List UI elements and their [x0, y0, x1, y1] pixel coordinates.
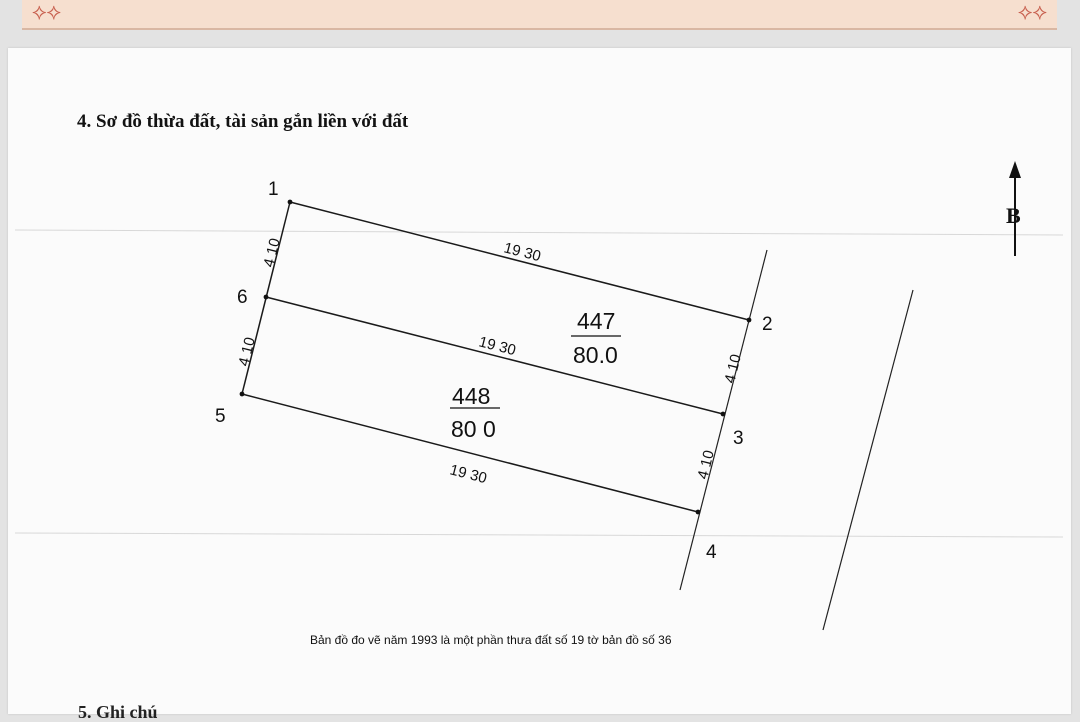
north-arrow-head-icon	[1009, 161, 1021, 178]
point-label-4: 4	[706, 542, 717, 563]
edge-5-4	[242, 394, 698, 512]
point-label-5: 5	[215, 406, 226, 427]
north-label: B	[1006, 203, 1021, 228]
vertex-1	[288, 200, 293, 205]
parcel-447-number: 447	[577, 308, 616, 334]
dim-top-edge: 19 30	[502, 239, 543, 266]
boundary-line	[680, 250, 767, 590]
ornament-left-icon: ⟡⟡	[32, 0, 62, 24]
point-label-1: 1	[268, 179, 279, 200]
point-label-6: 6	[237, 287, 248, 308]
reference-line	[15, 533, 1063, 537]
edge-6-3	[266, 297, 723, 414]
vertex-3	[721, 412, 726, 417]
vertex-5	[240, 392, 245, 397]
reference-line	[15, 230, 1063, 235]
point-label-2: 2	[762, 314, 773, 335]
map-caption: Bản đồ đo vẽ năm 1993 là một phần thưa đất số 19 tờ bản đồ số 36	[310, 633, 672, 647]
parcel-448-area: 80 0	[451, 416, 496, 442]
boundary-line	[823, 290, 913, 630]
dim-left-upper: 4 10	[260, 236, 284, 269]
vertex-4	[696, 510, 701, 515]
dim-middle-edge: 19 30	[477, 333, 518, 360]
dim-bottom-edge: 19 30	[448, 461, 489, 488]
dim-right-lower: 4 10	[694, 448, 718, 481]
dim-right-upper: 4 10	[721, 352, 745, 385]
point-label-3: 3	[733, 428, 744, 449]
section-title: 4. Sơ đồ thừa đất, tài sản gắn liền với đất	[77, 111, 409, 132]
edge-1-2	[290, 202, 749, 320]
parcel-448-number: 448	[452, 383, 491, 409]
next-section-heading-partial: 5. Ghi chú	[78, 702, 158, 722]
parcel-447-area: 80.0	[573, 342, 618, 368]
vertex-6	[264, 295, 269, 300]
dim-left-lower: 4 10	[235, 335, 259, 368]
vertex-2	[747, 318, 752, 323]
ornament-right-icon: ⟡⟡	[1017, 0, 1047, 24]
